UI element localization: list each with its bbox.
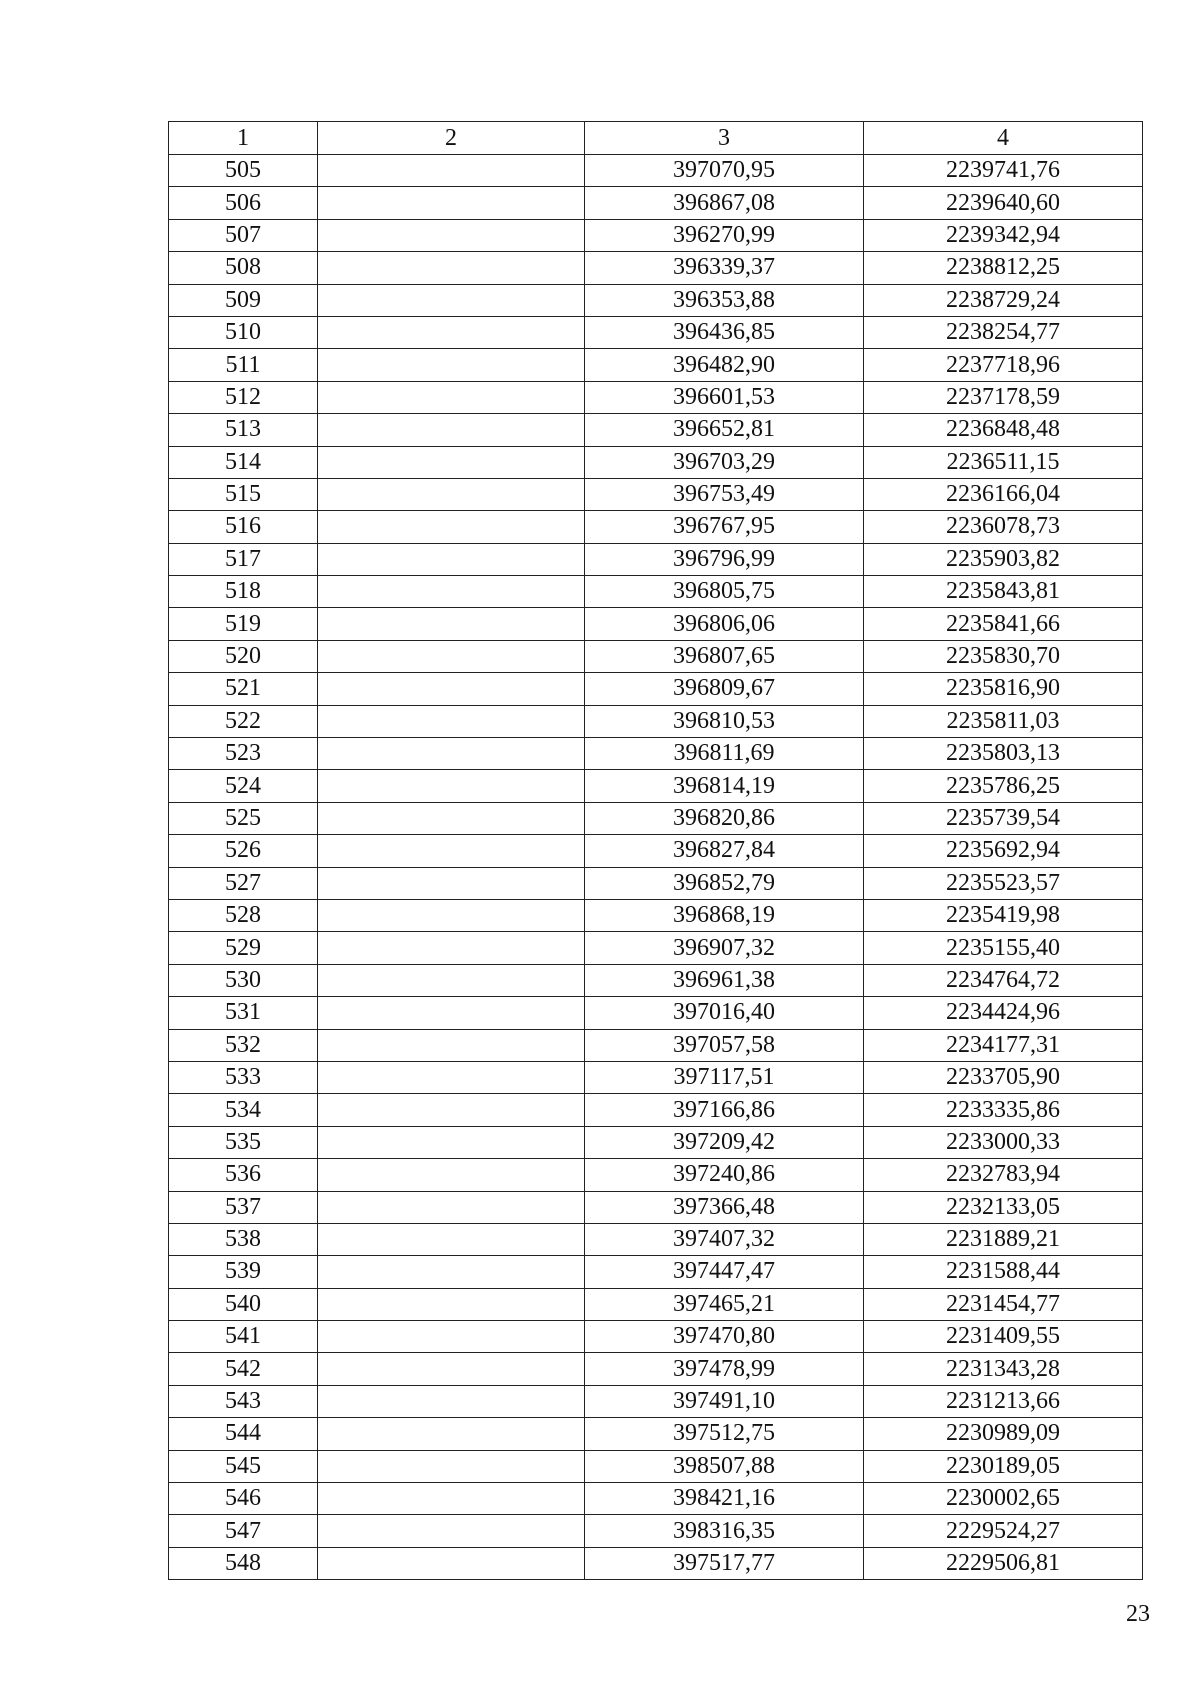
x-coordinate-cell: 397240,86 [585, 1159, 864, 1191]
table-row [169, 608, 1143, 640]
x-coordinate-cell: 397117,51 [585, 1061, 864, 1093]
table-row [169, 1191, 1143, 1223]
x-coordinate-cell: 396820,86 [585, 802, 864, 834]
point-number-cell: 507 [169, 219, 318, 251]
y-coordinate-cell: 2235903,82 [864, 543, 1143, 575]
column-2-cell [318, 284, 585, 316]
y-coordinate-cell: 2235155,40 [864, 932, 1143, 964]
table-row [169, 414, 1143, 446]
y-coordinate-cell: 2235786,25 [864, 770, 1143, 802]
x-coordinate-cell: 396852,79 [585, 867, 864, 899]
x-coordinate-cell: 396868,19 [585, 899, 864, 931]
x-coordinate-cell: 398421,16 [585, 1483, 864, 1515]
y-coordinate-cell: 2231343,28 [864, 1353, 1143, 1385]
point-number-cell: 518 [169, 576, 318, 608]
table-row [169, 1029, 1143, 1061]
y-coordinate-cell: 2236166,04 [864, 478, 1143, 510]
x-coordinate-cell: 396811,69 [585, 738, 864, 770]
column-2-cell [318, 1450, 585, 1482]
column-2-cell [318, 316, 585, 348]
point-number-cell: 525 [169, 802, 318, 834]
column-2-cell [318, 640, 585, 672]
x-coordinate-cell: 397366,48 [585, 1191, 864, 1223]
table-row [169, 1321, 1143, 1353]
column-2-cell [318, 252, 585, 284]
column-2-cell [318, 155, 585, 187]
y-coordinate-cell: 2231889,21 [864, 1223, 1143, 1255]
point-number-cell: 528 [169, 899, 318, 931]
point-number-cell: 511 [169, 349, 318, 381]
x-coordinate-cell: 396436,85 [585, 316, 864, 348]
table-row [169, 932, 1143, 964]
coordinates-table [168, 121, 1143, 1580]
y-coordinate-cell: 2232133,05 [864, 1191, 1143, 1223]
x-coordinate-cell: 397057,58 [585, 1029, 864, 1061]
column-2-cell [318, 1353, 585, 1385]
x-coordinate-cell: 397478,99 [585, 1353, 864, 1385]
y-coordinate-cell: 2231588,44 [864, 1256, 1143, 1288]
point-number-cell: 531 [169, 997, 318, 1029]
point-number-cell: 526 [169, 835, 318, 867]
y-coordinate-cell: 2234424,96 [864, 997, 1143, 1029]
table-row [169, 1061, 1143, 1093]
table-row [169, 446, 1143, 478]
column-2-cell [318, 1061, 585, 1093]
column-header-1: 1 [169, 122, 318, 155]
table-row [169, 219, 1143, 251]
table-row [169, 576, 1143, 608]
point-number-cell: 521 [169, 673, 318, 705]
table-row [169, 316, 1143, 348]
point-number-cell: 506 [169, 187, 318, 219]
y-coordinate-cell: 2238729,24 [864, 284, 1143, 316]
x-coordinate-cell: 397517,77 [585, 1547, 864, 1579]
x-coordinate-cell: 396807,65 [585, 640, 864, 672]
x-coordinate-cell: 398316,35 [585, 1515, 864, 1547]
point-number-cell: 533 [169, 1061, 318, 1093]
point-number-cell: 530 [169, 964, 318, 996]
table-row [169, 1515, 1143, 1547]
table-row [169, 349, 1143, 381]
table-row [169, 1547, 1143, 1579]
y-coordinate-cell: 2235843,81 [864, 576, 1143, 608]
column-2-cell [318, 997, 585, 1029]
point-number-cell: 548 [169, 1547, 318, 1579]
y-coordinate-cell: 2237178,59 [864, 381, 1143, 413]
y-coordinate-cell: 2235816,90 [864, 673, 1143, 705]
column-2-cell [318, 770, 585, 802]
table-row [169, 802, 1143, 834]
y-coordinate-cell: 2235811,03 [864, 705, 1143, 737]
column-2-cell [318, 867, 585, 899]
y-coordinate-cell: 2235803,13 [864, 738, 1143, 770]
page-number: 23 [1126, 1601, 1150, 1627]
y-coordinate-cell: 2234177,31 [864, 1029, 1143, 1061]
table-row [169, 478, 1143, 510]
column-2-cell [318, 1223, 585, 1255]
point-number-cell: 516 [169, 511, 318, 543]
x-coordinate-cell: 396339,37 [585, 252, 864, 284]
column-header-3: 3 [585, 122, 864, 155]
table-row [169, 1385, 1143, 1417]
point-number-cell: 510 [169, 316, 318, 348]
column-2-cell [318, 1321, 585, 1353]
y-coordinate-cell: 2239342,94 [864, 219, 1143, 251]
table-row [169, 1223, 1143, 1255]
x-coordinate-cell: 396810,53 [585, 705, 864, 737]
point-number-cell: 537 [169, 1191, 318, 1223]
point-number-cell: 529 [169, 932, 318, 964]
point-number-cell: 541 [169, 1321, 318, 1353]
point-number-cell: 509 [169, 284, 318, 316]
y-coordinate-cell: 2232783,94 [864, 1159, 1143, 1191]
table-row [169, 673, 1143, 705]
table-row [169, 1483, 1143, 1515]
column-2-cell [318, 1256, 585, 1288]
y-coordinate-cell: 2231454,77 [864, 1288, 1143, 1320]
table-row [169, 964, 1143, 996]
table-row [169, 1418, 1143, 1450]
table-header-row [169, 122, 1143, 155]
y-coordinate-cell: 2230989,09 [864, 1418, 1143, 1450]
table-row [169, 997, 1143, 1029]
x-coordinate-cell: 396961,38 [585, 964, 864, 996]
table-row [169, 738, 1143, 770]
x-coordinate-cell: 397166,86 [585, 1094, 864, 1126]
x-coordinate-cell: 396867,08 [585, 187, 864, 219]
table-row [169, 835, 1143, 867]
point-number-cell: 532 [169, 1029, 318, 1061]
column-2-cell [318, 964, 585, 996]
point-number-cell: 536 [169, 1159, 318, 1191]
column-header-4: 4 [864, 122, 1143, 155]
table-row [169, 705, 1143, 737]
column-2-cell [318, 219, 585, 251]
point-number-cell: 535 [169, 1126, 318, 1158]
column-2-cell [318, 802, 585, 834]
x-coordinate-cell: 396703,29 [585, 446, 864, 478]
table-row [169, 187, 1143, 219]
y-coordinate-cell: 2235830,70 [864, 640, 1143, 672]
column-2-cell [318, 543, 585, 575]
table-row [169, 155, 1143, 187]
point-number-cell: 520 [169, 640, 318, 672]
point-number-cell: 523 [169, 738, 318, 770]
x-coordinate-cell: 396767,95 [585, 511, 864, 543]
point-number-cell: 517 [169, 543, 318, 575]
column-2-cell [318, 705, 585, 737]
y-coordinate-cell: 2235739,54 [864, 802, 1143, 834]
x-coordinate-cell: 396809,67 [585, 673, 864, 705]
column-2-cell [318, 738, 585, 770]
y-coordinate-cell: 2231213,66 [864, 1385, 1143, 1417]
y-coordinate-cell: 2229524,27 [864, 1515, 1143, 1547]
table-row [169, 1094, 1143, 1126]
table-row [169, 1353, 1143, 1385]
x-coordinate-cell: 396806,06 [585, 608, 864, 640]
x-coordinate-cell: 397209,42 [585, 1126, 864, 1158]
table-row [169, 1256, 1143, 1288]
table-row [169, 511, 1143, 543]
x-coordinate-cell: 397465,21 [585, 1288, 864, 1320]
column-2-cell [318, 1547, 585, 1579]
table-row [169, 1288, 1143, 1320]
column-2-cell [318, 608, 585, 640]
column-2-cell [318, 673, 585, 705]
point-number-cell: 542 [169, 1353, 318, 1385]
point-number-cell: 546 [169, 1483, 318, 1515]
column-2-cell [318, 381, 585, 413]
x-coordinate-cell: 397512,75 [585, 1418, 864, 1450]
x-coordinate-cell: 396796,99 [585, 543, 864, 575]
column-2-cell [318, 1418, 585, 1450]
point-number-cell: 544 [169, 1418, 318, 1450]
table-row [169, 640, 1143, 672]
x-coordinate-cell: 396270,99 [585, 219, 864, 251]
x-coordinate-cell: 396353,88 [585, 284, 864, 316]
table-row [169, 770, 1143, 802]
x-coordinate-cell: 397491,10 [585, 1385, 864, 1417]
column-2-cell [318, 478, 585, 510]
y-coordinate-cell: 2233000,33 [864, 1126, 1143, 1158]
point-number-cell: 543 [169, 1385, 318, 1417]
table-row [169, 543, 1143, 575]
column-2-cell [318, 1483, 585, 1515]
x-coordinate-cell: 397447,47 [585, 1256, 864, 1288]
point-number-cell: 538 [169, 1223, 318, 1255]
y-coordinate-cell: 2239741,76 [864, 155, 1143, 187]
y-coordinate-cell: 2235692,94 [864, 835, 1143, 867]
y-coordinate-cell: 2233705,90 [864, 1061, 1143, 1093]
point-number-cell: 545 [169, 1450, 318, 1482]
table-row [169, 252, 1143, 284]
y-coordinate-cell: 2234764,72 [864, 964, 1143, 996]
x-coordinate-cell: 396827,84 [585, 835, 864, 867]
x-coordinate-cell: 396601,53 [585, 381, 864, 413]
y-coordinate-cell: 2238812,25 [864, 252, 1143, 284]
table-row [169, 1126, 1143, 1158]
y-coordinate-cell: 2230002,65 [864, 1483, 1143, 1515]
point-number-cell: 508 [169, 252, 318, 284]
column-2-cell [318, 511, 585, 543]
y-coordinate-cell: 2236848,48 [864, 414, 1143, 446]
x-coordinate-cell: 396907,32 [585, 932, 864, 964]
x-coordinate-cell: 396652,81 [585, 414, 864, 446]
column-2-cell [318, 414, 585, 446]
column-2-cell [318, 835, 585, 867]
y-coordinate-cell: 2236078,73 [864, 511, 1143, 543]
point-number-cell: 540 [169, 1288, 318, 1320]
y-coordinate-cell: 2237718,96 [864, 349, 1143, 381]
column-2-cell [318, 349, 585, 381]
table-row [169, 867, 1143, 899]
x-coordinate-cell: 396482,90 [585, 349, 864, 381]
y-coordinate-cell: 2239640,60 [864, 187, 1143, 219]
y-coordinate-cell: 2229506,81 [864, 1547, 1143, 1579]
table-body [169, 155, 1143, 1580]
column-header-2: 2 [318, 122, 585, 155]
y-coordinate-cell: 2236511,15 [864, 446, 1143, 478]
point-number-cell: 512 [169, 381, 318, 413]
column-2-cell [318, 1191, 585, 1223]
table-row [169, 1450, 1143, 1482]
column-2-cell [318, 1029, 585, 1061]
y-coordinate-cell: 2231409,55 [864, 1321, 1143, 1353]
column-2-cell [318, 1094, 585, 1126]
x-coordinate-cell: 397470,80 [585, 1321, 864, 1353]
column-2-cell [318, 576, 585, 608]
column-2-cell [318, 899, 585, 931]
point-number-cell: 547 [169, 1515, 318, 1547]
x-coordinate-cell: 396805,75 [585, 576, 864, 608]
x-coordinate-cell: 397070,95 [585, 155, 864, 187]
table-row [169, 1159, 1143, 1191]
point-number-cell: 524 [169, 770, 318, 802]
x-coordinate-cell: 396814,19 [585, 770, 864, 802]
y-coordinate-cell: 2230189,05 [864, 1450, 1143, 1482]
column-2-cell [318, 1126, 585, 1158]
point-number-cell: 522 [169, 705, 318, 737]
column-2-cell [318, 1159, 585, 1191]
column-2-cell [318, 932, 585, 964]
x-coordinate-cell: 396753,49 [585, 478, 864, 510]
column-2-cell [318, 1385, 585, 1417]
column-2-cell [318, 187, 585, 219]
point-number-cell: 505 [169, 155, 318, 187]
point-number-cell: 534 [169, 1094, 318, 1126]
y-coordinate-cell: 2235419,98 [864, 899, 1143, 931]
point-number-cell: 515 [169, 478, 318, 510]
x-coordinate-cell: 397407,32 [585, 1223, 864, 1255]
point-number-cell: 519 [169, 608, 318, 640]
x-coordinate-cell: 398507,88 [585, 1450, 864, 1482]
y-coordinate-cell: 2233335,86 [864, 1094, 1143, 1126]
column-2-cell [318, 1515, 585, 1547]
y-coordinate-cell: 2235841,66 [864, 608, 1143, 640]
table-row [169, 381, 1143, 413]
x-coordinate-cell: 397016,40 [585, 997, 864, 1029]
table-row [169, 284, 1143, 316]
point-number-cell: 527 [169, 867, 318, 899]
column-2-cell [318, 446, 585, 478]
y-coordinate-cell: 2235523,57 [864, 867, 1143, 899]
table-row [169, 899, 1143, 931]
point-number-cell: 539 [169, 1256, 318, 1288]
point-number-cell: 513 [169, 414, 318, 446]
column-2-cell [318, 1288, 585, 1320]
point-number-cell: 514 [169, 446, 318, 478]
y-coordinate-cell: 2238254,77 [864, 316, 1143, 348]
